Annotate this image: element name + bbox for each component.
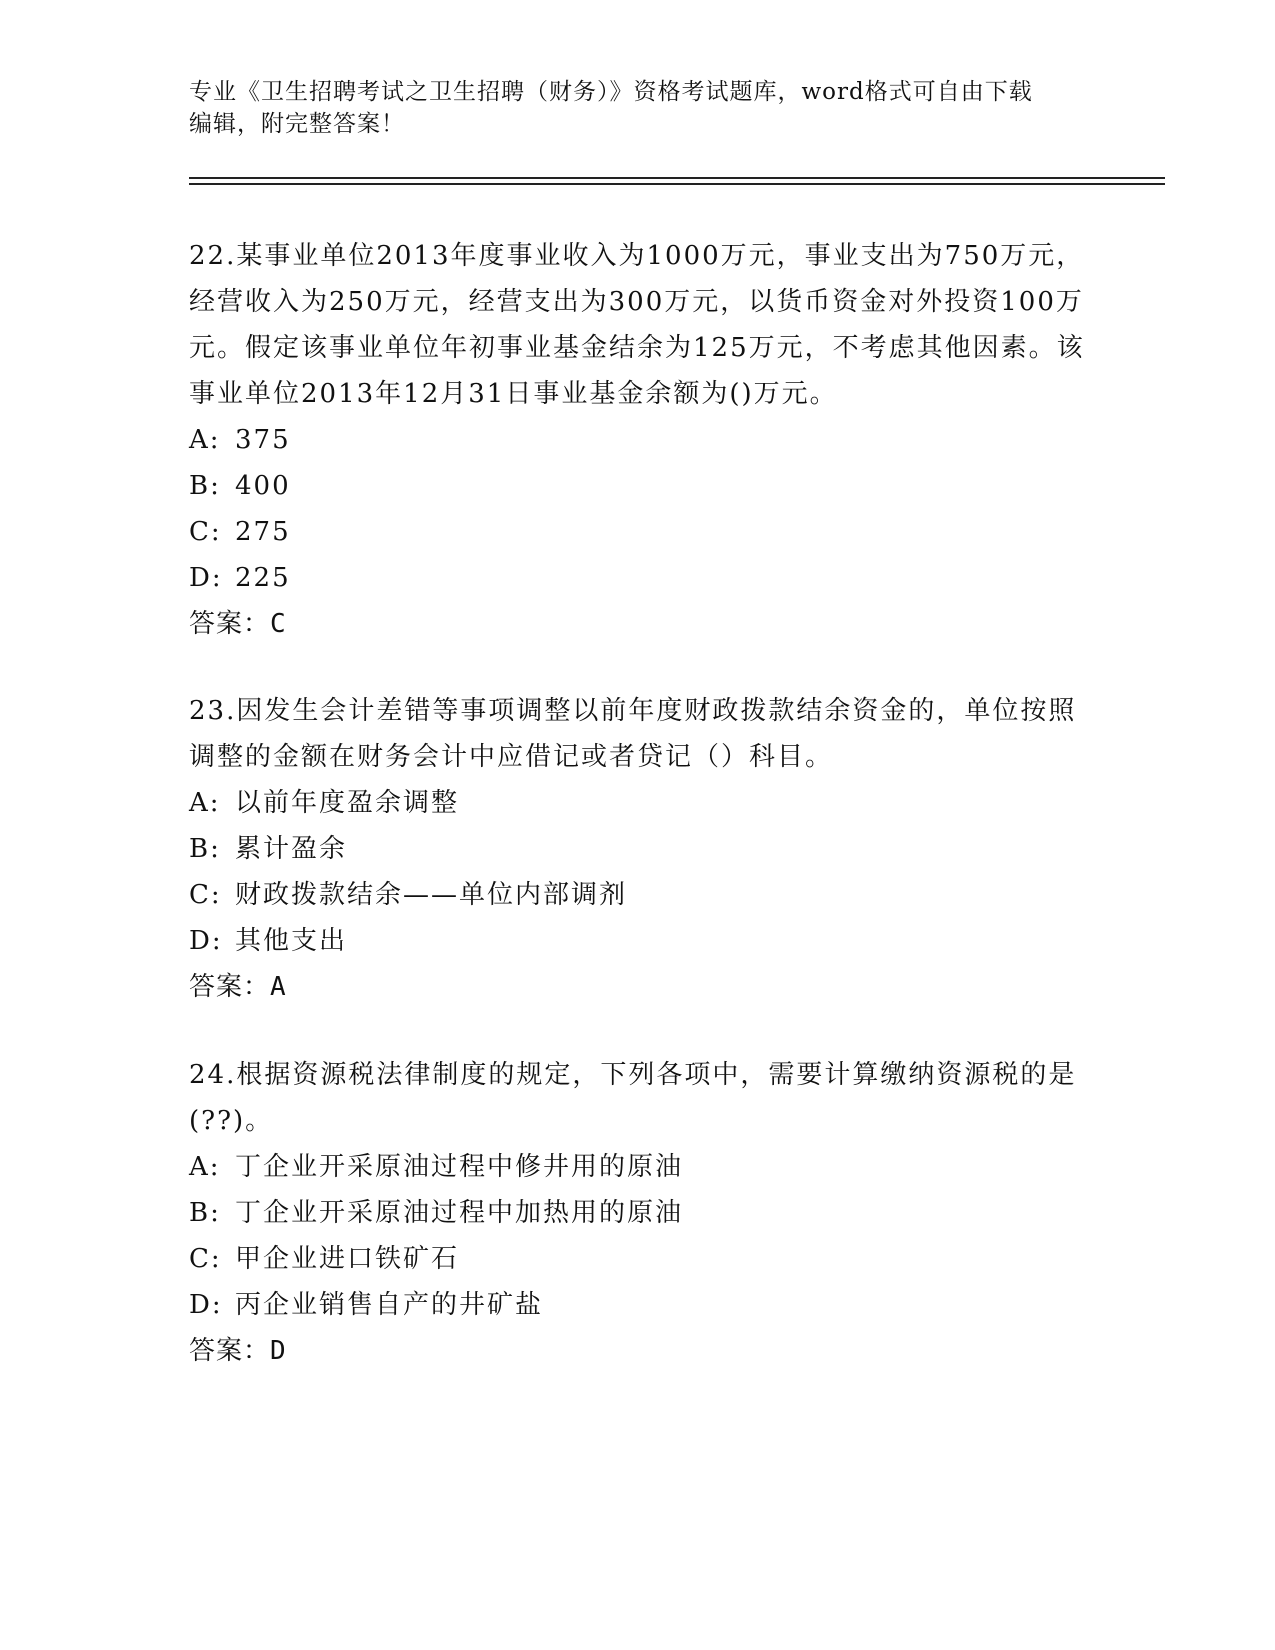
option-c [189,509,1089,555]
option-label: B: [189,1198,221,1228]
document-header [189,76,1089,140]
question-stem: 24.根据资源税法律制度的规定，下列各项中，需要计算缴纳资源税的是(??)。 [189,1060,1077,1136]
answer-label: 答案： [189,1336,271,1366]
header-divider-top [189,177,1165,179]
option-b [189,1190,1089,1236]
option-text: 400 [235,471,291,501]
answer-label: 答案： [189,972,271,1002]
option-label: C: [189,1244,222,1274]
question-stem: 23.因发生会计差错等事项调整以前年度财政拨款结余资金的，单位按照调整的金额在财务会计中应借记或者贷记（）科目。 [189,696,1077,772]
option-a [189,417,1089,463]
question-22 [189,233,1089,647]
option-label: C: [189,517,222,547]
option-d [189,918,1089,964]
option-text: 累计盈余 [235,834,348,864]
option-label: D: [189,926,223,956]
option-a [189,780,1089,826]
option-label: B: [189,834,221,864]
question-23 [189,688,1089,1010]
option-label: B: [189,471,221,501]
option-label: A: [189,1152,221,1182]
answer-line [189,964,1089,1010]
option-label: A: [189,788,221,818]
option-text: 225 [235,563,291,593]
option-text: 275 [235,517,291,547]
option-text: 丙企业销售自产的井矿盐 [235,1290,544,1320]
question-stem: 22.某事业单位2013年度事业收入为1000万元，事业支出为750万元，经营收入为250万元，经营支出为300万元，以货币资金对外投资100万元。假定该事业单位年初事业基金结余为125万元，不考虑其他因素。该事业单位2013年12月31日事业基金余额为()万元。 [189,241,1085,409]
option-b [189,826,1089,872]
answer-value: D [270,1336,287,1366]
option-text: 以前年度盈余调整 [235,788,460,818]
answer-value: C [270,609,287,639]
header-divider-bottom [189,183,1165,185]
option-label: D: [189,1290,223,1320]
option-c [189,1236,1089,1282]
answer-value: A [270,972,287,1002]
option-text: 财政拨款结余——单位内部调剂 [235,880,628,910]
option-d [189,555,1089,601]
header-line-1: 专业《卫生招聘考试之卫生招聘（财务）》资格考试题库，word格式可自由下载 [189,79,1033,105]
answer-line [189,1328,1089,1374]
option-c [189,872,1089,918]
answer-line [189,601,1089,647]
option-text: 375 [235,425,291,455]
header-line-2: 编辑，附完整答案！ [189,111,405,137]
option-label: C: [189,880,222,910]
option-label: D: [189,563,223,593]
option-text: 甲企业进口铁矿石 [235,1244,460,1274]
option-text: 丁企业开采原油过程中修井用的原油 [235,1152,684,1182]
option-d [189,1282,1089,1328]
option-b [189,463,1089,509]
question-24 [189,1052,1089,1374]
option-text: 丁企业开采原油过程中加热用的原油 [235,1198,684,1228]
option-label: A: [189,425,221,455]
option-a [189,1144,1089,1190]
answer-label: 答案： [189,609,271,639]
option-text: 其他支出 [235,926,348,956]
